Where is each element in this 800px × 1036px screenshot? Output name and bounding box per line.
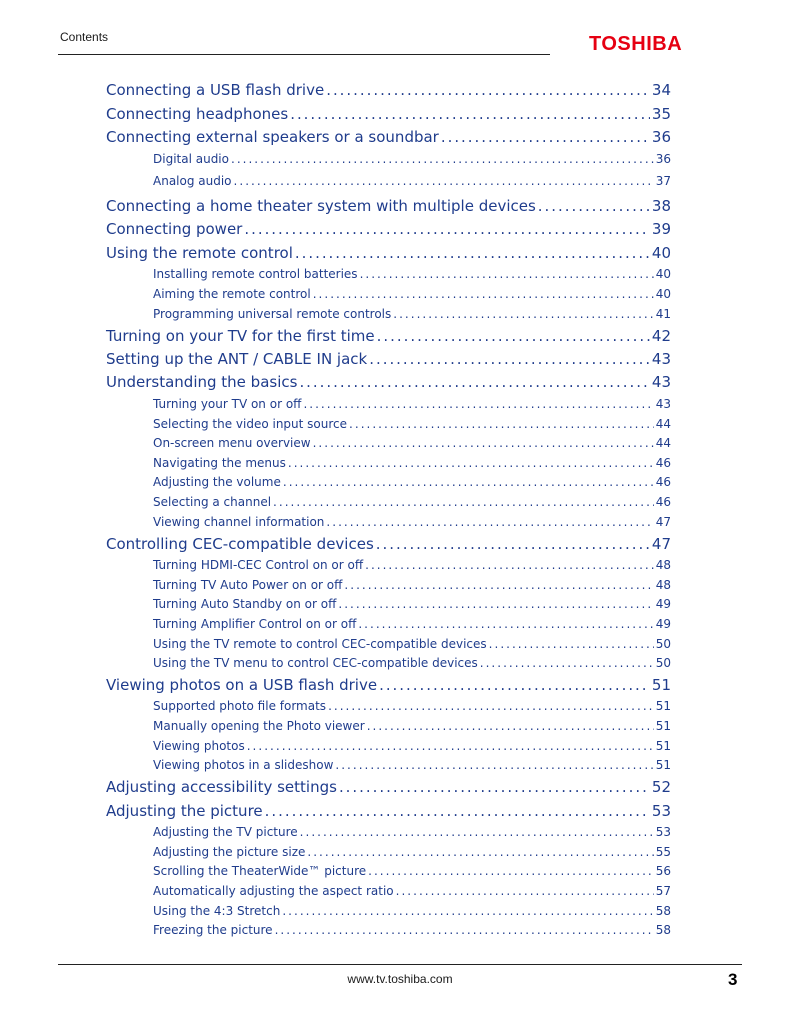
toc-subentry[interactable] bbox=[153, 173, 671, 189]
toc-subentry[interactable] bbox=[153, 616, 671, 632]
toc-entry-page: 42 bbox=[651, 327, 671, 345]
toc-entry-page: 53 bbox=[651, 802, 671, 820]
toc-entry-title: Selecting the video input source bbox=[153, 417, 348, 431]
toc-entry[interactable] bbox=[106, 127, 671, 147]
toc-entry-page: 50 bbox=[655, 637, 671, 651]
dot-leader bbox=[273, 494, 654, 510]
toc-entry-title: Understanding the basics bbox=[106, 373, 298, 391]
toc-entry-title: Adjusting the volume bbox=[153, 475, 281, 489]
toc-entry-title: Turning HDMI-CEC Control on or off bbox=[153, 558, 364, 572]
dot-leader bbox=[234, 173, 654, 189]
toc-entry[interactable] bbox=[106, 534, 671, 554]
toc-entry[interactable] bbox=[106, 104, 671, 124]
toc-entry[interactable] bbox=[106, 196, 671, 216]
toc-subentry[interactable] bbox=[153, 863, 671, 879]
toc-entry-page: 47 bbox=[655, 515, 671, 529]
toc-entry-page: 40 bbox=[651, 244, 671, 262]
dot-leader bbox=[538, 196, 650, 216]
toc-entry-title: Turning your TV on or off bbox=[153, 397, 302, 411]
dot-leader bbox=[295, 243, 650, 263]
toc-subentry[interactable] bbox=[153, 757, 671, 773]
toc-entry-title: Aiming the remote control bbox=[153, 287, 311, 301]
toc-entry-page: 47 bbox=[651, 535, 671, 553]
toc-entry-title: Connecting external speakers or a soundbar bbox=[106, 128, 439, 146]
toc-entry-page: 49 bbox=[655, 597, 671, 611]
toc-subentry[interactable] bbox=[153, 883, 671, 899]
dot-leader bbox=[328, 698, 654, 714]
toc-entry-page: 36 bbox=[651, 128, 671, 146]
header-rule bbox=[58, 54, 550, 55]
dot-leader bbox=[313, 435, 654, 451]
toc-entry-page: 41 bbox=[655, 307, 671, 321]
toc-entry-title: Using the TV remote to control CEC-compatible devices bbox=[153, 637, 487, 651]
dot-leader bbox=[489, 636, 654, 652]
dot-leader bbox=[369, 349, 650, 369]
dot-leader bbox=[275, 922, 654, 938]
dot-leader bbox=[338, 596, 653, 612]
toc-entry[interactable] bbox=[106, 80, 671, 100]
dot-leader bbox=[288, 455, 654, 471]
toc-entry-title: Turning Amplifier Control on or off bbox=[153, 617, 357, 631]
toc-entry-page: 43 bbox=[655, 397, 671, 411]
page-number: 3 bbox=[728, 970, 738, 989]
dot-leader bbox=[344, 577, 653, 593]
toc-entry-page: 52 bbox=[651, 778, 671, 796]
toc-entry-title: Adjusting the picture bbox=[106, 802, 263, 820]
toc-entry-page: 39 bbox=[651, 220, 671, 238]
toc-entry-title: Selecting a channel bbox=[153, 495, 272, 509]
toc-entry-title: Turning Auto Standby on or off bbox=[153, 597, 337, 611]
toc-entry-title: On-screen menu overview bbox=[153, 436, 311, 450]
toc-entry-title: Viewing photos bbox=[153, 739, 245, 753]
toc-entry-page: 46 bbox=[655, 456, 671, 470]
toc-entry-title: Connecting headphones bbox=[106, 105, 289, 123]
dot-leader bbox=[339, 777, 650, 797]
dot-leader bbox=[282, 903, 653, 919]
dot-leader bbox=[244, 219, 650, 239]
toc-entry-page: 57 bbox=[655, 884, 671, 898]
toc-entry-title: Connecting a USB flash drive bbox=[106, 81, 325, 99]
toc-entry-page: 36 bbox=[655, 152, 671, 166]
toc-entry-title: Adjusting the TV picture bbox=[153, 825, 298, 839]
toc-subentry[interactable] bbox=[153, 738, 671, 754]
toc-entry-page: 44 bbox=[655, 436, 671, 450]
toc-subentry[interactable] bbox=[153, 824, 671, 840]
toc-entry-page: 34 bbox=[651, 81, 671, 99]
toc-subentry[interactable] bbox=[153, 557, 671, 573]
toc-entry[interactable] bbox=[106, 777, 671, 797]
toc-entry-page: 46 bbox=[655, 475, 671, 489]
toc-entry-title: Installing remote control batteries bbox=[153, 267, 358, 281]
toc-entry-page: 44 bbox=[655, 417, 671, 431]
toc-entry-page: 58 bbox=[655, 904, 671, 918]
toc-entry[interactable] bbox=[106, 349, 671, 369]
toc-entry-title: Controlling CEC-compatible devices bbox=[106, 535, 374, 553]
toc-entry-title: Analog audio bbox=[153, 174, 232, 188]
toc-subentry[interactable] bbox=[153, 514, 671, 530]
dot-leader bbox=[480, 655, 654, 671]
toc-subentry[interactable] bbox=[153, 636, 671, 652]
toc-entry-title: Using the 4:3 Stretch bbox=[153, 904, 281, 918]
toc-entry-title: Using the remote control bbox=[106, 244, 293, 262]
toc-entry-page: 35 bbox=[651, 105, 671, 123]
dot-leader bbox=[360, 266, 654, 282]
toc-entry-page: 56 bbox=[655, 864, 671, 878]
dot-leader bbox=[299, 372, 649, 392]
toc-entry-title: Manually opening the Photo viewer bbox=[153, 719, 365, 733]
dot-leader bbox=[300, 824, 654, 840]
toc-entry-page: 51 bbox=[655, 719, 671, 733]
toc-entry-title: Adjusting accessibility settings bbox=[106, 778, 337, 796]
toc-entry-title: Setting up the ANT / CABLE IN jack bbox=[106, 350, 368, 368]
dot-leader bbox=[396, 883, 654, 899]
toc-entry-page: 48 bbox=[655, 578, 671, 592]
toc-subentry[interactable] bbox=[153, 474, 671, 490]
dot-leader bbox=[393, 306, 653, 322]
dot-leader bbox=[247, 738, 654, 754]
dot-leader bbox=[367, 718, 654, 734]
dot-leader bbox=[365, 557, 654, 573]
toc-entry[interactable] bbox=[106, 372, 671, 392]
toc-entry-title: Adjusting the picture size bbox=[153, 845, 306, 859]
toc-entry-title: Freezing the picture bbox=[153, 923, 273, 937]
toc-entry-page: 40 bbox=[655, 287, 671, 301]
toc-entry-title: Viewing photos on a USB flash drive bbox=[106, 676, 378, 694]
dot-leader bbox=[379, 675, 650, 695]
toc-entry-title: Scrolling the TheaterWide™ picture bbox=[153, 864, 367, 878]
dot-leader bbox=[368, 863, 654, 879]
dot-leader bbox=[326, 514, 653, 530]
toc-entry-page: 58 bbox=[655, 923, 671, 937]
toc-entry[interactable] bbox=[106, 326, 671, 346]
toc-subentry[interactable] bbox=[153, 435, 671, 451]
toc-entry[interactable] bbox=[106, 675, 671, 695]
toc-entry-page: 53 bbox=[655, 825, 671, 839]
dot-leader bbox=[231, 151, 654, 167]
dot-leader bbox=[313, 286, 654, 302]
toc-entry-page: 55 bbox=[655, 845, 671, 859]
dot-leader bbox=[307, 844, 653, 860]
toc-entry-page: 37 bbox=[655, 174, 671, 188]
toc-entry-title: Turning TV Auto Power on or off bbox=[153, 578, 343, 592]
toc-subentry[interactable] bbox=[153, 596, 671, 612]
toc-entry-page: 38 bbox=[651, 197, 671, 215]
toc-subentry[interactable] bbox=[153, 286, 671, 302]
toc-entry-page: 51 bbox=[655, 699, 671, 713]
toc-entry-page: 40 bbox=[655, 267, 671, 281]
dot-leader bbox=[283, 474, 654, 490]
toc-entry-page: 51 bbox=[655, 739, 671, 753]
dot-leader bbox=[265, 801, 650, 821]
toc-entry-page: 43 bbox=[651, 350, 671, 368]
toc-subentry[interactable] bbox=[153, 306, 671, 322]
toc-entry-page: 46 bbox=[655, 495, 671, 509]
toc-entry-title: Connecting a home theater system with multiple devices bbox=[106, 197, 536, 215]
dot-leader bbox=[376, 534, 650, 554]
header-section-label: Contents bbox=[60, 30, 109, 44]
toc-entry-title: Supported photo file formats bbox=[153, 699, 327, 713]
toc-entry-title: Turning on your TV for the first time bbox=[106, 327, 375, 345]
dot-leader bbox=[290, 104, 650, 124]
toc-entry-page: 43 bbox=[651, 373, 671, 391]
toc-subentry[interactable] bbox=[153, 698, 671, 714]
dot-leader bbox=[441, 127, 650, 147]
toc-entry-page: 48 bbox=[655, 558, 671, 572]
toc-entry[interactable] bbox=[106, 801, 671, 821]
toc-entry-title: Viewing channel information bbox=[153, 515, 325, 529]
dot-leader bbox=[303, 396, 653, 412]
toc-subentry[interactable] bbox=[153, 396, 671, 412]
footer-url[interactable]: www.tv.toshiba.com bbox=[347, 972, 453, 986]
toc-subentry[interactable] bbox=[153, 718, 671, 734]
toc-entry-page: 50 bbox=[655, 656, 671, 670]
toc-entry-title: Programming universal remote controls bbox=[153, 307, 392, 321]
toc-entry-title: Automatically adjusting the aspect ratio bbox=[153, 884, 394, 898]
toc-subentry[interactable] bbox=[153, 416, 671, 432]
toc-entry-page: 51 bbox=[651, 676, 671, 694]
dot-leader bbox=[326, 80, 650, 100]
toc-subentry[interactable] bbox=[153, 577, 671, 593]
toc-subentry[interactable] bbox=[153, 494, 671, 510]
toc-subentry[interactable] bbox=[153, 151, 671, 167]
toc-subentry[interactable] bbox=[153, 903, 671, 919]
toc-entry[interactable] bbox=[106, 243, 671, 263]
toc-subentry[interactable] bbox=[153, 844, 671, 860]
toc-subentry[interactable] bbox=[153, 266, 671, 282]
toc-subentry[interactable] bbox=[153, 922, 671, 938]
dot-leader bbox=[349, 416, 654, 432]
footer-rule bbox=[58, 964, 742, 965]
toc-entry-page: 49 bbox=[655, 617, 671, 631]
toc-subentry[interactable] bbox=[153, 455, 671, 471]
toc-entry-page: 51 bbox=[655, 758, 671, 772]
toc-entry-title: Connecting power bbox=[106, 220, 243, 238]
toc-entry-title: Digital audio bbox=[153, 152, 229, 166]
toc-subentry[interactable] bbox=[153, 655, 671, 671]
dot-leader bbox=[377, 326, 650, 346]
dot-leader bbox=[358, 616, 653, 632]
toc-entry-title: Using the TV menu to control CEC-compatible devices bbox=[153, 656, 478, 670]
toc-entry-title: Navigating the menus bbox=[153, 456, 286, 470]
toc-entry[interactable] bbox=[106, 219, 671, 239]
toshiba-logo: TOSHIBA bbox=[589, 33, 683, 55]
toc-entry-title: Viewing photos in a slideshow bbox=[153, 758, 334, 772]
dot-leader bbox=[335, 757, 653, 773]
